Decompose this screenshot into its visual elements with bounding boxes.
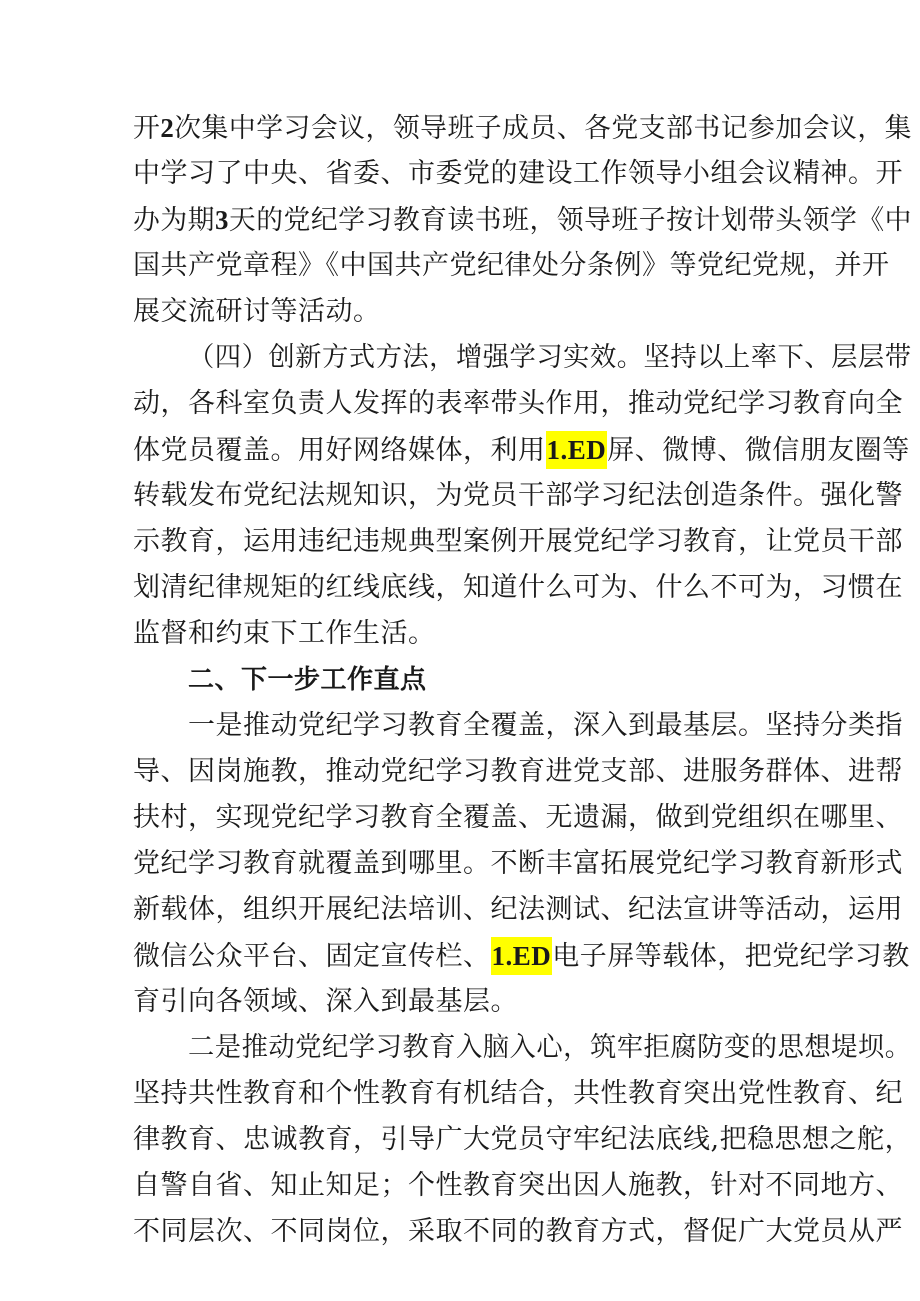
number-span: 2 [160,113,175,143]
paragraph-line: 扶村，实现党纪学习教育全覆盖、无遗漏，做到党组织在哪里、 [133,802,903,833]
paragraph-line: 党纪学习教育就覆盖到哪里。不断丰富拓展党纪学习教育新形式 [133,848,903,879]
paragraph-line: 新载体，组织开展纪法培训、纪法测试、纪法宣讲等活动，运用 [133,894,903,925]
paragraph-line: 展交流研讨等活动。 [133,296,381,327]
text-span: 体党员覆盖。用好网络媒体，利用 [133,435,546,466]
paragraph-line: 一是推动党纪学习教育全覆盖，深入到最基层。坚持分类指 [188,710,903,741]
paragraph-line: 转载发布党纪法规知识，为党员干部学习纪法创造条件。强化警 [133,480,903,511]
text-span: 办为期 [133,205,215,236]
paragraph-line: 中学习了中央、省委、市委党的建设工作领导小组会议精神。开 [133,158,903,189]
paragraph-line: 坚持共性教育和个性教育有机结合，共性教育突出党性教育、纪 [133,1078,903,1109]
paragraph-line: 动，各科室负责人发挥的表率带头作用，推动党纪学习教育向全 [133,388,903,419]
paragraph-line: 国共产党章程》《中国共产党纪律处分条例》等党纪党规，并开 [133,250,890,281]
text-span: 次集中学习会议，领导班子成员、各党支部书记参加会议，集 [174,113,912,144]
paragraph-line: 导、因岗施教，推动党纪学习教育进党支部、进服务群体、进帮 [133,756,903,787]
paragraph-line: 划清纪律规矩的红线底线，知道什么可为、什么不可为，习惯在 [133,572,903,603]
paragraph-line: 育引向各领域、深入到最基层。 [133,986,518,1017]
paragraph-line [133,933,910,979]
text-span: 天的党纪学习教育读书班，领导班子按计划带头领学《中 [228,205,912,236]
text-span: 开 [133,113,161,144]
paragraph-line: 不同层次、不同岗位，采取不同的教育方式，督促广大党员从严 [133,1216,903,1247]
paragraph-line: 示教育，运用违纪违规典型案例开展党纪学习教育，让党员干部 [133,526,903,557]
section-heading: 二、下一步工作直点 [188,665,427,695]
paragraph-line [133,105,912,151]
paragraph-line: 自警自省、知止知足；个性教育突出因人施教，针对不同地方、 [133,1170,903,1201]
text-span: 微信公众平台、固定宣传栏、 [133,941,491,972]
number-span: 3 [214,205,229,235]
paragraph-line: （四）创新方式方法，增强学习实效。坚持以上率下、层层带 [188,342,912,373]
text-span: 电子屏等载体，把党纪学习教 [552,941,910,972]
paragraph-line: 律教育、忠诚教育，引导广大党员守牢纪法底线,把稳思想之舵， [133,1124,913,1155]
paragraph-line: 二是推动党纪学习教育入脑入心，筑牢拒腐防变的思想堤坝。 [188,1032,912,1063]
paragraph-line: 监督和约束下工作生活。 [133,618,436,649]
highlighted-text: 1.ED [546,431,608,469]
highlighted-text: 1.ED [491,937,553,975]
paragraph-line [133,197,912,243]
text-span: 屏、微博、微信朋友圈等 [607,435,910,466]
paragraph-line [133,427,910,473]
